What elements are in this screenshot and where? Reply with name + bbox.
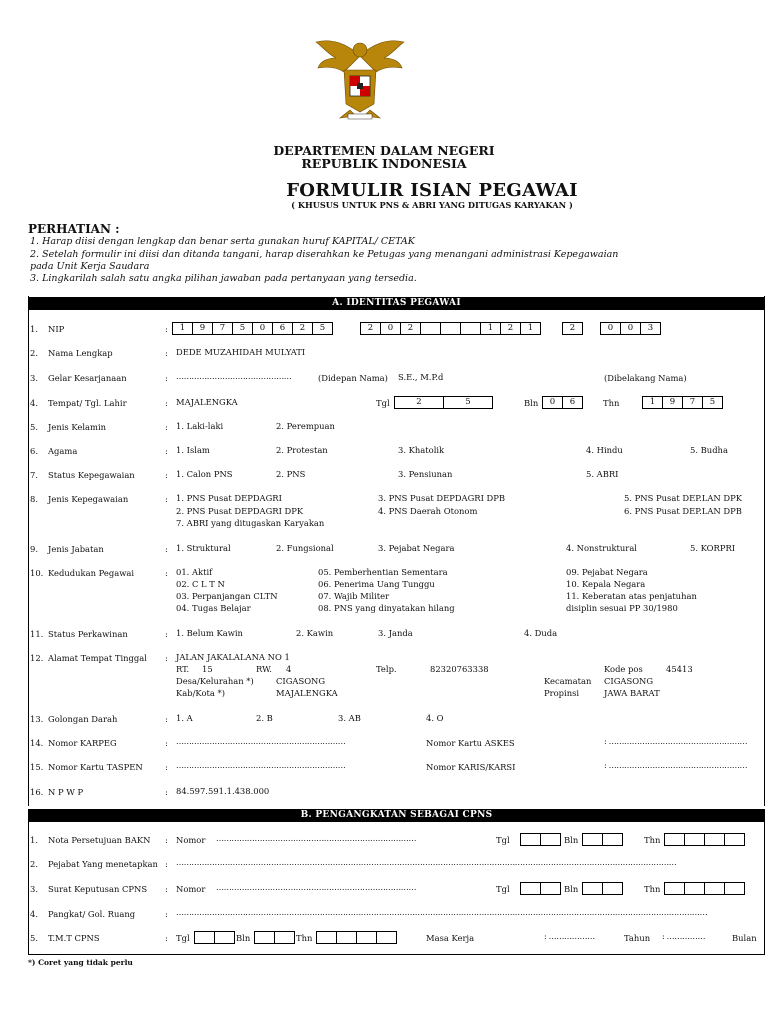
- row-num: 11.: [30, 629, 44, 639]
- agama-option[interactable]: 2. Protestan: [276, 445, 328, 455]
- kawin-option[interactable]: 2. Kawin: [296, 628, 334, 638]
- row-num: 4.: [30, 398, 38, 408]
- status-option[interactable]: 1. Calon PNS: [176, 469, 233, 479]
- instruction-2: 2. Setelah formulir ini diisi dan ditanda tangani, harap diserahkan ke Petugas yang menangani administrasi Kepegawaian: [30, 249, 619, 260]
- row-num: 16.: [30, 787, 44, 797]
- thn-label: Thn: [296, 933, 313, 943]
- npwp-value[interactable]: 84.597.591.1.438.000: [176, 786, 270, 796]
- pangkat-label: Pangkat/ Gol. Ruang: [48, 909, 136, 919]
- kedudukan-option[interactable]: 08. PNS yang dinyatakan hilang: [318, 603, 455, 613]
- gelar-depan-field[interactable]: ………………………………………: [176, 372, 292, 381]
- colon: :: [165, 629, 168, 639]
- thn-digit[interactable]: 7: [683, 396, 703, 409]
- thn-label: Thn: [644, 835, 661, 845]
- rt-value[interactable]: 15: [202, 664, 213, 674]
- telp-label: Telp.: [376, 664, 397, 674]
- jabatan-option[interactable]: 3. Pejabat Negara: [378, 543, 455, 553]
- npwp-label: N P W P: [48, 787, 84, 797]
- kelamin-option[interactable]: 1. Laki-laki: [176, 421, 224, 431]
- tgl-lahir-boxes[interactable]: [394, 396, 493, 409]
- date-box[interactable]: [520, 882, 541, 895]
- tgl-label: Tgl: [176, 933, 190, 943]
- nip-digit[interactable]: 0: [621, 322, 641, 335]
- agama-option[interactable]: 1. Islam: [176, 445, 210, 455]
- nip-digit[interactable]: 2: [501, 322, 521, 335]
- sk-bln-boxes[interactable]: [582, 882, 623, 895]
- kelamin-label: Jenis Kelamin: [48, 422, 107, 432]
- colon: :: [165, 738, 168, 748]
- nip-digit[interactable]: 0: [253, 322, 273, 335]
- kawin-option[interactable]: 1. Belum Kawin: [176, 628, 243, 638]
- jenis-option[interactable]: 5. PNS Pusat DEP.LAN DPK: [624, 493, 742, 503]
- gelar-value[interactable]: S.E., M.P.d: [398, 372, 444, 382]
- kedudukan-option[interactable]: 05. Pemberhentian Sementara: [318, 567, 448, 577]
- tempat-lahir-value[interactable]: MAJALENGKA: [176, 397, 238, 407]
- propinsi-label: Propinsi: [544, 688, 580, 698]
- nip-digit[interactable]: 2: [562, 322, 583, 335]
- date-box[interactable]: [705, 833, 725, 846]
- nip-boxes-group-1[interactable]: [172, 322, 333, 335]
- masa-kerja-tahun-field[interactable]: : ………………: [544, 932, 595, 941]
- agama-option[interactable]: 5. Budha: [690, 445, 728, 455]
- row-num: 4.: [30, 909, 38, 919]
- bln-lahir-boxes[interactable]: [542, 396, 583, 409]
- bln-label: Bln: [236, 933, 251, 943]
- kawin-label: Status Perkawinan: [48, 629, 128, 639]
- karis-field[interactable]: : ………………………………………………: [604, 761, 748, 770]
- jenis-label: Jenis Kepegawaian: [48, 494, 129, 504]
- darah-option[interactable]: 3. AB: [338, 713, 361, 723]
- kedudukan-option[interactable]: 02. C L T N: [176, 579, 225, 589]
- darah-label: Golongan Darah: [48, 714, 118, 724]
- masa-kerja-bulan-field[interactable]: : ……………: [662, 932, 706, 941]
- nip-boxes-group-3[interactable]: [562, 322, 583, 335]
- date-box[interactable]: [603, 882, 623, 895]
- nip-boxes-group-4[interactable]: [600, 322, 661, 335]
- agama-option[interactable]: 3. Khatolik: [398, 445, 445, 455]
- kawin-option[interactable]: 3. Janda: [378, 628, 413, 638]
- bln-label: Bln: [564, 835, 579, 845]
- colon: :: [165, 859, 168, 869]
- colon: :: [165, 470, 168, 480]
- row-num: 5.: [30, 422, 38, 432]
- darah-option[interactable]: 2. B: [256, 713, 273, 723]
- section-a-left-border: [28, 296, 29, 806]
- date-box[interactable]: [377, 931, 397, 944]
- gelar-belakang-label: (Dibelakang Nama): [604, 373, 687, 383]
- nama-value[interactable]: DEDE MUZAHIDAH MULYATI: [176, 347, 306, 357]
- tmt-cpns-label: T.M.T CPNS: [48, 933, 100, 943]
- jenis-option[interactable]: 6. PNS Pusat DEP.LAN DPB: [624, 506, 742, 516]
- kedudukan-option[interactable]: 09. Pejabat Negara: [566, 567, 648, 577]
- masa-kerja-label: Masa Kerja: [426, 933, 475, 943]
- row-num: 3.: [30, 373, 38, 383]
- propinsi-value[interactable]: JAWA BARAT: [604, 688, 660, 698]
- darah-option[interactable]: 1. A: [176, 713, 193, 723]
- nip-digit[interactable]: [441, 322, 461, 335]
- row-num: 10.: [30, 568, 44, 578]
- colon: :: [165, 568, 168, 578]
- bln-digit[interactable]: 6: [563, 396, 583, 409]
- colon: :: [165, 373, 168, 383]
- tmt-thn-boxes[interactable]: [316, 931, 397, 944]
- ttl-label: Tempat/ Tgl. Lahir: [48, 398, 127, 408]
- alamat-label: Alamat Tempat Tinggal: [48, 653, 147, 663]
- jenis-option[interactable]: 2. PNS Pusat DEPDAGRI DPK: [176, 506, 304, 516]
- pejabat-field[interactable]: ……………………………………………………………………………………………………………………………………………………………………………: [176, 858, 677, 867]
- date-box[interactable]: [520, 833, 541, 846]
- jenis-option[interactable]: 4. PNS Daerah Otonom: [378, 506, 478, 516]
- nip-digit[interactable]: 6: [273, 322, 293, 335]
- desa-label: Desa/Kelurahan *): [176, 676, 254, 686]
- sk-tgl-boxes[interactable]: [520, 882, 561, 895]
- colon: :: [165, 653, 168, 663]
- askes-field[interactable]: : ………………………………………………: [604, 737, 748, 746]
- date-box[interactable]: [316, 931, 337, 944]
- perhatian-heading: PERHATIAN :: [28, 222, 120, 236]
- date-box[interactable]: [664, 833, 685, 846]
- alamat-jalan[interactable]: JALAN JAKALALANA NO 1: [176, 652, 290, 662]
- date-box[interactable]: [603, 833, 623, 846]
- row-num: 5.: [30, 933, 38, 943]
- karis-label: Nomor KARIS/KARSI: [426, 762, 516, 772]
- colon: :: [165, 494, 168, 504]
- section-b-left-border: [28, 810, 29, 955]
- section-b-bottom-border: [28, 954, 765, 955]
- kedudukan-option[interactable]: 10. Kepala Negara: [566, 579, 646, 589]
- nama-label: Nama Lengkap: [48, 348, 113, 358]
- nip-digit[interactable]: 1: [481, 322, 501, 335]
- colon: :: [165, 933, 168, 943]
- nip-boxes-group-2[interactable]: [360, 322, 541, 335]
- instruction-1: 1. Harap diisi dengan lengkap dan benar serta gunakan huruf KAPITAL/ CETAK: [30, 236, 415, 247]
- date-box[interactable]: [357, 931, 377, 944]
- form-subtitle: ( KHUSUS UNTUK PNS & ABRI YANG DITUGAS KARYAKAN ): [291, 200, 573, 210]
- tgl-digit[interactable]: 2: [394, 396, 444, 409]
- nip-digit[interactable]: [461, 322, 481, 335]
- kelamin-option[interactable]: 2. Perempuan: [276, 421, 335, 431]
- jabatan-option[interactable]: 4. Nonstruktural: [566, 543, 637, 553]
- bln-label: Bln: [524, 398, 539, 408]
- colon: :: [165, 714, 168, 724]
- karpeg-field[interactable]: …………………………………………………………: [176, 737, 346, 746]
- nip-digit[interactable]: 3: [641, 322, 661, 335]
- tmt-bln-boxes[interactable]: [254, 931, 295, 944]
- jenis-option[interactable]: 7. ABRI yang ditugaskan Karyakan: [176, 518, 325, 528]
- sk-nomor-field[interactable]: ……………………………………………………………………: [216, 883, 417, 892]
- nip-label: NIP: [48, 324, 65, 334]
- thn-label: Thn: [603, 398, 620, 408]
- section-a-right-border: [764, 296, 765, 806]
- kedudukan-option: disiplin sesuai PP 30/1980: [566, 603, 678, 613]
- kedudukan-option[interactable]: 07. Wajib Militer: [318, 591, 390, 601]
- rt-label: RT.: [176, 664, 190, 674]
- taspen-label: Nomor Kartu TASPEN: [48, 762, 143, 772]
- row-num: 12.: [30, 653, 44, 663]
- nip-digit[interactable]: 0: [381, 322, 401, 335]
- kedudukan-option[interactable]: 01. Aktif: [176, 567, 213, 577]
- tgl-label: Tgl: [496, 884, 510, 894]
- row-num: 1.: [30, 835, 38, 845]
- thn-label: Thn: [644, 884, 661, 894]
- jabatan-label: Jenis Jabatan: [48, 544, 104, 554]
- section-b-right-border: [764, 810, 765, 955]
- row-num: 8.: [30, 494, 38, 504]
- jabatan-option[interactable]: 2. Fungsional: [276, 543, 334, 553]
- row-num: 13.: [30, 714, 44, 724]
- jenis-option[interactable]: 1. PNS Pusat DEPDAGRI: [176, 493, 282, 503]
- date-box[interactable]: [664, 882, 685, 895]
- kecamatan-value[interactable]: CIGASONG: [604, 676, 654, 686]
- instruction-2-cont: pada Unit Kerja Saudara: [30, 261, 150, 272]
- status-option[interactable]: 3. Pensiunan: [398, 469, 453, 479]
- agama-option[interactable]: 4. Hindu: [586, 445, 623, 455]
- colon: :: [165, 762, 168, 772]
- sk-cpns-label: Surat Keputusan CPNS: [48, 884, 148, 894]
- nota-bln-boxes[interactable]: [582, 833, 623, 846]
- sk-thn-boxes[interactable]: [664, 882, 745, 895]
- telp-value[interactable]: 82320763338: [430, 664, 489, 674]
- colon: :: [165, 909, 168, 919]
- colon: :: [165, 544, 168, 554]
- colon: :: [165, 324, 168, 334]
- status-option[interactable]: 5. ABRI: [586, 469, 619, 479]
- date-box[interactable]: [541, 882, 561, 895]
- colon: :: [165, 348, 168, 358]
- date-box[interactable]: [582, 882, 603, 895]
- colon: :: [165, 398, 168, 408]
- kecamatan-label: Kecamatan: [544, 676, 592, 686]
- row-num: 1.: [30, 324, 38, 334]
- rw-label: RW.: [256, 664, 272, 674]
- section-a-title: A. IDENTITAS PEGAWAI: [28, 297, 765, 310]
- nip-digit[interactable]: 1: [521, 322, 541, 335]
- karpeg-label: Nomor KARPEG: [48, 738, 117, 748]
- date-box[interactable]: [254, 931, 275, 944]
- instruction-3: 3. Lingkarilah salah satu angka pilihan jawaban pada pertanyaan yang tersedia.: [30, 273, 417, 284]
- kab-value[interactable]: MAJALENGKA: [276, 688, 338, 698]
- date-box[interactable]: [685, 833, 705, 846]
- colon: :: [165, 422, 168, 432]
- kawin-option[interactable]: 4. Duda: [524, 628, 558, 638]
- row-num: 15.: [30, 762, 44, 772]
- status-option[interactable]: 2. PNS: [276, 469, 306, 479]
- tahun-label: Tahun: [624, 933, 651, 943]
- jenis-option[interactable]: 3. PNS Pusat DEPDAGRI DPB: [378, 493, 506, 503]
- nip-digit[interactable]: 2: [293, 322, 313, 335]
- desa-value[interactable]: CIGASONG: [276, 676, 326, 686]
- date-box[interactable]: [725, 833, 745, 846]
- date-box[interactable]: [685, 882, 705, 895]
- row-num: 2.: [30, 859, 38, 869]
- kedudukan-option[interactable]: 11. Keberatan atas penjatuhan: [566, 591, 697, 601]
- nip-digit[interactable]: 7: [213, 322, 233, 335]
- tgl-label: Tgl: [496, 835, 510, 845]
- colon: :: [165, 446, 168, 456]
- date-box[interactable]: [541, 833, 561, 846]
- thn-lahir-boxes[interactable]: [642, 396, 723, 409]
- nip-digit[interactable]: [421, 322, 441, 335]
- kedudukan-option[interactable]: 04. Tugas Belajar: [176, 603, 251, 613]
- bulan-label: Bulan: [732, 933, 757, 943]
- colon: :: [165, 884, 168, 894]
- date-box[interactable]: [725, 882, 745, 895]
- nota-bakn-label: Nota Persetujuan BAKN: [48, 835, 151, 845]
- row-num: 14.: [30, 738, 44, 748]
- tmt-tgl-boxes[interactable]: [194, 931, 235, 944]
- darah-option[interactable]: 4. O: [426, 713, 444, 723]
- nota-tgl-boxes[interactable]: [520, 833, 561, 846]
- gelar-label: Gelar Kesarjanaan: [48, 373, 127, 383]
- taspen-field[interactable]: …………………………………………………………: [176, 761, 346, 770]
- agama-label: Agama: [48, 446, 78, 456]
- nip-digit[interactable]: 0: [600, 322, 621, 335]
- status-label: Status Kepegawaian: [48, 470, 135, 480]
- kedudukan-option[interactable]: 06. Penerima Uang Tunggu: [318, 579, 435, 589]
- date-box[interactable]: [705, 882, 725, 895]
- nip-digit[interactable]: 2: [360, 322, 381, 335]
- row-num: 2.: [30, 348, 38, 358]
- pejabat-label: Pejabat Yang menetapkan: [48, 859, 158, 869]
- colon: :: [165, 835, 168, 845]
- row-num: 9.: [30, 544, 38, 554]
- pangkat-field[interactable]: ………………………………………………………………………………………………………………………………………………………………………………………: [176, 908, 708, 917]
- thn-digit[interactable]: 5: [703, 396, 723, 409]
- nomor-label: Nomor: [176, 835, 206, 845]
- kodepos-label: Kode pos: [604, 664, 643, 674]
- date-box[interactable]: [337, 931, 357, 944]
- date-box[interactable]: [215, 931, 235, 944]
- row-num: 3.: [30, 884, 38, 894]
- nota-nomor-field[interactable]: ……………………………………………………………………: [216, 834, 417, 843]
- section-b-title: B. PENGANGKATAN SEBAGAI CPNS: [28, 809, 765, 822]
- gelar-depan-label: (Didepan Nama): [318, 373, 388, 383]
- askes-label: Nomor Kartu ASKES: [426, 738, 515, 748]
- bln-label: Bln: [564, 884, 579, 894]
- nomor-label: Nomor: [176, 884, 206, 894]
- kedudukan-option[interactable]: 03. Perpanjangan CLTN: [176, 591, 278, 601]
- kab-label: Kab/Kota *): [176, 688, 225, 698]
- nip-digit[interactable]: 1: [172, 322, 193, 335]
- form-title: FORMULIR ISIAN PEGAWAI: [286, 180, 578, 201]
- colon: :: [165, 787, 168, 797]
- tgl-digit[interactable]: 5: [444, 396, 493, 409]
- tgl-label: Tgl: [376, 398, 390, 408]
- nota-thn-boxes[interactable]: [664, 833, 745, 846]
- kodepos-value[interactable]: 45413: [666, 664, 693, 674]
- nip-digit[interactable]: 2: [401, 322, 421, 335]
- kedudukan-label: Kedudukan Pegawai: [48, 568, 135, 578]
- thn-digit[interactable]: 9: [663, 396, 683, 409]
- country-name: REPUBLIK INDONESIA: [301, 156, 467, 171]
- footnote: *) Coret yang tidak perlu: [28, 958, 133, 967]
- garuda-emblem-icon: [310, 34, 410, 124]
- row-num: 6.: [30, 446, 38, 456]
- jabatan-option[interactable]: 1. Struktural: [176, 543, 231, 553]
- date-box[interactable]: [194, 931, 215, 944]
- nip-digit[interactable]: 5: [313, 322, 333, 335]
- nip-digit[interactable]: 5: [233, 322, 253, 335]
- nip-digit[interactable]: 9: [193, 322, 213, 335]
- jabatan-option[interactable]: 5. KORPRI: [690, 543, 736, 553]
- date-box[interactable]: [275, 931, 295, 944]
- date-box[interactable]: [582, 833, 603, 846]
- rw-value[interactable]: 4: [286, 664, 292, 674]
- department-name: DEPARTEMEN DALAM NEGERI: [273, 143, 495, 158]
- row-num: 7.: [30, 470, 38, 480]
- thn-digit[interactable]: 1: [642, 396, 663, 409]
- bln-digit[interactable]: 0: [542, 396, 563, 409]
